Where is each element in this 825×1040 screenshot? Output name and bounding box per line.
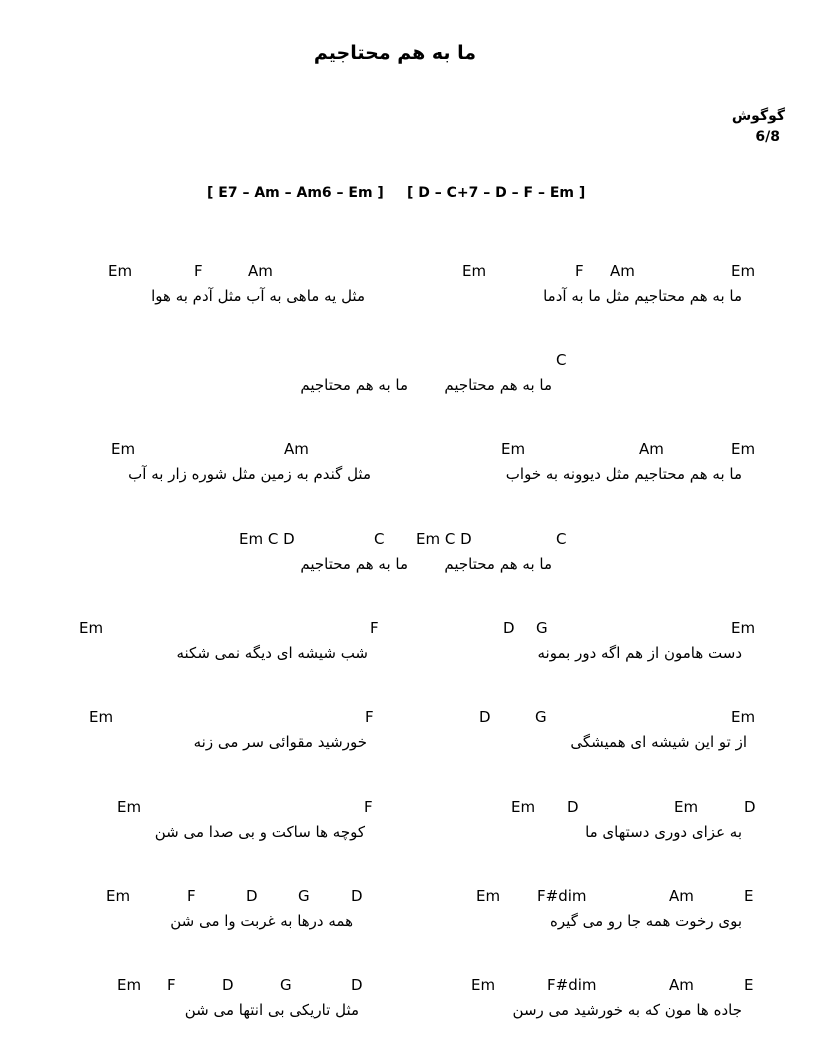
chord: Em C D <box>239 530 295 548</box>
chord: Em <box>731 708 756 726</box>
chord: Em <box>511 798 536 816</box>
lyric-line-left: شب شیشه ای دیگه نمی شکنه <box>176 644 368 662</box>
progression-right: [ D – C+7 – D – F – Em ] <box>407 185 586 201</box>
chord: F <box>575 262 584 280</box>
lyric-line-right: ما به هم محتاجیم مثل دیوونه به خواب <box>505 465 742 483</box>
lyric-line-left: مثل یه ماهی به آب مثل آدم به هوا <box>151 287 365 305</box>
chord: Em <box>117 976 142 994</box>
chord: D <box>351 887 363 905</box>
chord: G <box>536 619 548 637</box>
chord: C <box>556 351 567 369</box>
chord: Em <box>79 619 104 637</box>
chord: G <box>280 976 292 994</box>
chord: D <box>351 976 363 994</box>
chord: Em <box>731 262 756 280</box>
chord: Am <box>669 887 694 905</box>
chord: D <box>744 798 756 816</box>
chord: G <box>535 708 547 726</box>
chord: Em <box>462 262 487 280</box>
lyric-line-right: دست هامون از هم اگه دور بمونه <box>537 644 742 662</box>
lyric-line-left: مثل تاریکی بی انتها می شن <box>184 1001 359 1019</box>
chord: Em C D <box>416 530 472 548</box>
lyric-line-right: ما به هم محتاجیم مثل ما به آدما <box>543 287 742 305</box>
chord: D <box>222 976 234 994</box>
chord: D <box>479 708 491 726</box>
chord: Em <box>501 440 526 458</box>
song-title: ما به هم محتاجیم <box>313 42 477 64</box>
lyric-line-right: ما به هم محتاجیم <box>444 555 552 573</box>
chord: D <box>503 619 515 637</box>
chord: C <box>374 530 385 548</box>
chord: Em <box>674 798 699 816</box>
chord: Em <box>471 976 496 994</box>
chord: Em <box>731 440 756 458</box>
chord: D <box>567 798 579 816</box>
chord: Em <box>731 619 756 637</box>
chord: F <box>194 262 203 280</box>
chord: Am <box>284 440 309 458</box>
chord: F <box>365 708 374 726</box>
lyric-line-left: مثل گندم به زمین مثل شوره زار به آب <box>128 465 371 483</box>
chord: Em <box>117 798 142 816</box>
chord: F <box>167 976 176 994</box>
chord: G <box>298 887 310 905</box>
chord: C <box>556 530 567 548</box>
chord: E <box>744 976 754 994</box>
lyric-line-right: به عزای دوری دستهای ما <box>585 823 742 841</box>
chord: Am <box>639 440 664 458</box>
chord: F <box>364 798 373 816</box>
chord: D <box>246 887 258 905</box>
lyric-line-left: کوچه ها ساکت و بی صدا می شن <box>154 823 365 841</box>
chord: F <box>187 887 196 905</box>
chord: Am <box>669 976 694 994</box>
time-signature: 6/8 <box>755 129 780 145</box>
lyric-line-right: جاده ها مون که به خورشید می رسن <box>512 1001 742 1019</box>
lyric-line-left: ما به هم محتاجیم <box>300 376 408 394</box>
chord: Em <box>111 440 136 458</box>
chord: Am <box>248 262 273 280</box>
lyric-line-left: خورشید مقوائی سر می زنه <box>193 733 367 751</box>
chord: Em <box>108 262 133 280</box>
lyric-line-left: ما به هم محتاجیم <box>300 555 408 573</box>
progression-left: [ E7 – Am – Am6 – Em ] <box>207 185 384 201</box>
chord: Am <box>610 262 635 280</box>
chord: F#dim <box>547 976 597 994</box>
artist-name: گوگوش <box>731 108 785 124</box>
chord: Em <box>106 887 131 905</box>
chord: F <box>370 619 379 637</box>
chord: F#dim <box>537 887 587 905</box>
chord: Em <box>476 887 501 905</box>
lyric-line-right: ما به هم محتاجیم <box>444 376 552 394</box>
chord: E <box>744 887 754 905</box>
lyric-line-right: از تو این شیشه ای همیشگی <box>570 733 747 751</box>
chord: Em <box>89 708 114 726</box>
lyric-line-left: همه درها به غربت وا می شن <box>170 912 353 930</box>
lyric-line-right: بوی رخوت همه جا رو می گیره <box>550 912 742 930</box>
